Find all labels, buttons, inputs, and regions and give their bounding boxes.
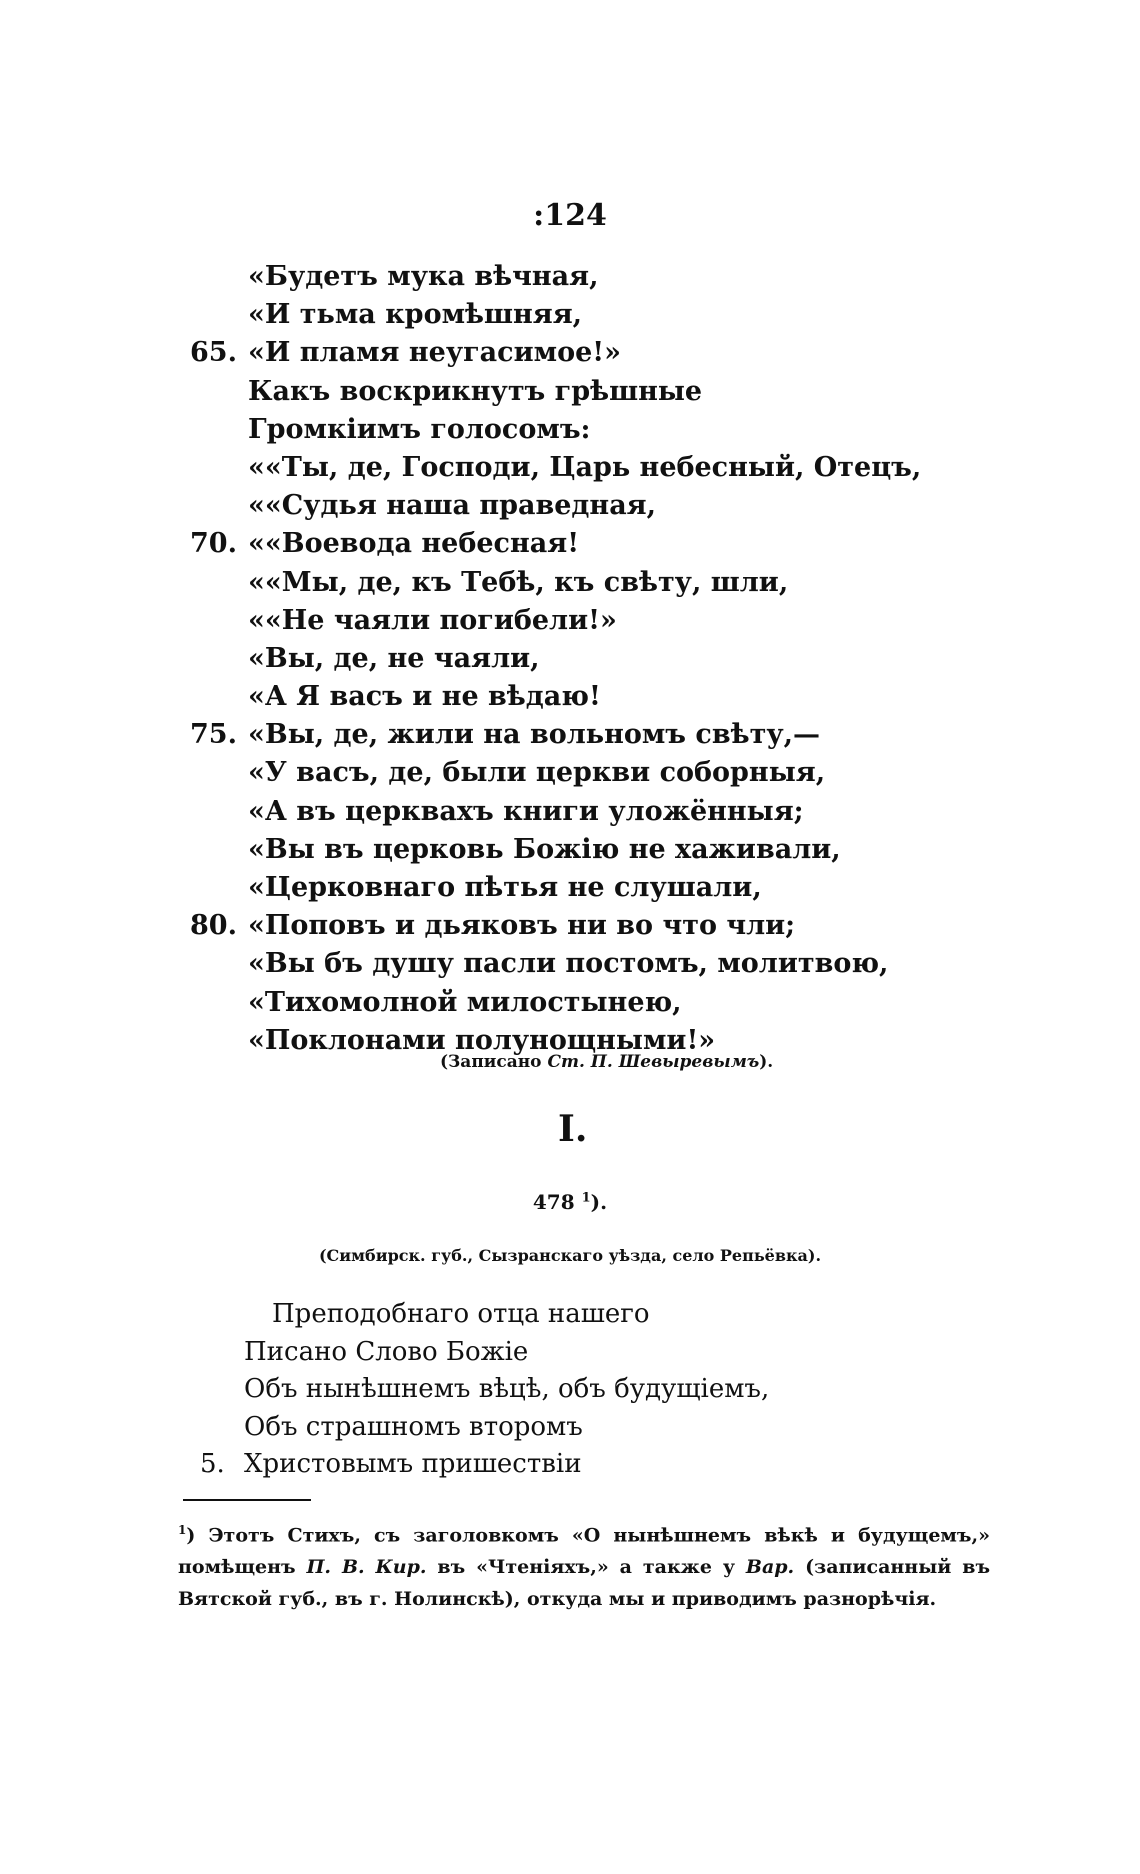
verse-line <box>190 678 1010 716</box>
poem-continuation <box>190 258 1010 1060</box>
line-number: 5. <box>200 1449 225 1479</box>
verse-line <box>190 373 1010 411</box>
verse-line <box>190 907 1010 945</box>
footnote-author-2: Вар. <box>745 1556 795 1579</box>
verse-line <box>200 1371 900 1409</box>
verse-line <box>190 869 1010 907</box>
footnote-text-3: (записанный въ Вятской губ., въ г. Нолинскѣ), откуда мы и приводимъ разнорѣчія. <box>178 1556 991 1611</box>
verse-line <box>190 640 1010 678</box>
verse-line <box>190 258 1010 296</box>
verse-line <box>190 716 1010 754</box>
verse-text: «У васъ, де, были церкви соборныя, <box>248 757 826 789</box>
verse-text: ««Судья наша праведная, <box>248 490 657 522</box>
verse-line <box>190 602 1010 640</box>
verse-text: Какъ воскрикнутъ грѣшные <box>248 375 703 407</box>
verse-text: «А въ церквахъ книги уложённыя; <box>248 795 804 827</box>
verse-line <box>190 793 1010 831</box>
footnote-reference: 1 <box>581 1190 591 1206</box>
page-number: :124 <box>533 198 607 233</box>
verse-text: «Поповъ и дьяковъ ни во что чли; <box>248 910 796 942</box>
verse-text: Писано Слово Божіе <box>244 1336 529 1367</box>
footnote-text-2: въ «Чтеніяхъ,» а также у <box>426 1556 746 1579</box>
verse-line <box>200 1409 900 1447</box>
verse-text: «Вы, де, жили на вольномъ свѣту,— <box>248 719 821 751</box>
recorder-name: Ст. П. Шевыревымъ <box>547 1052 760 1072</box>
footnote-divider <box>183 1499 311 1501</box>
verse-text: «Поклонами полунощными!» <box>248 1024 716 1056</box>
footnote-author-1: П. В. Кир. <box>306 1556 427 1579</box>
song-number-value: 478 <box>532 1190 575 1214</box>
verse-text: Объ страшномъ второмъ <box>244 1411 583 1442</box>
poem-new <box>200 1296 900 1484</box>
line-number: 70. <box>190 528 237 560</box>
verse-text: «И пламя неугасимое!» <box>248 337 621 369</box>
verse-text: Христовымъ пришествіи <box>244 1449 582 1479</box>
recorded-prefix: (Записано <box>440 1052 548 1072</box>
verse-line <box>190 487 1010 525</box>
verse-line <box>190 754 1010 792</box>
song-number <box>0 1190 1140 1214</box>
verse-line <box>190 831 1010 869</box>
song-location: (Симбирск. губ., Сызранскаго уѣзда, село Репьёвка). <box>318 1246 822 1265</box>
verse-line <box>190 945 1010 983</box>
verse-line <box>200 1446 900 1484</box>
recorded-suffix: ). <box>759 1052 774 1072</box>
verse-text: «Вы въ церковь Божію не хаживали, <box>248 833 841 865</box>
verse-text: ««Воевода небесная! <box>248 528 580 560</box>
song-number-suffix: ). <box>590 1190 608 1214</box>
verse-text: «Церковнаго пѣтья не слушали, <box>248 872 762 903</box>
verse-line <box>200 1334 900 1372</box>
verse-line <box>190 564 1010 602</box>
verse-line <box>190 449 1010 487</box>
verse-text: «И тьма кромѣшняя, <box>248 299 583 331</box>
verse-text: «Будетъ мука вѣчная, <box>248 261 599 292</box>
footnote-text-1: ) Этотъ Стихъ, съ заголовкомъ «О нынѣшнемъ вѣкѣ и будущемъ,» помѣщенъ <box>178 1524 990 1579</box>
line-number: 75. <box>190 719 237 751</box>
verse-line <box>190 525 1010 563</box>
verse-text: ««Не чаяли погибели!» <box>248 604 617 636</box>
line-number: 65. <box>190 337 237 369</box>
verse-text: Преподобнаго отца нашего <box>272 1299 650 1329</box>
verse-text: Громкіимъ голосомъ: <box>248 413 591 445</box>
verse-line <box>190 334 1010 372</box>
verse-text: Объ нынѣшнемъ вѣцѣ, объ будущіемъ, <box>244 1374 770 1404</box>
verse-line <box>190 984 1010 1022</box>
section-heading: I. <box>558 1108 588 1150</box>
verse-line <box>190 411 1010 449</box>
line-number: 80. <box>190 910 237 942</box>
footnote <box>178 1514 990 1615</box>
recorded-by-note <box>440 1052 773 1072</box>
verse-text: ««Мы, де, къ Тебѣ, къ свѣту, шли, <box>248 566 789 598</box>
footnote-mark: 1 <box>178 1523 187 1537</box>
verse-line <box>190 296 1010 334</box>
verse-text: ««Ты, де, Господи, Царь небесный, Отецъ, <box>248 451 922 483</box>
verse-line <box>200 1296 900 1334</box>
verse-text: «Вы бъ душу пасли постомъ, молитвою, <box>248 948 889 980</box>
verse-text: «Тихомолной милостынею, <box>248 986 682 1018</box>
verse-text: «Вы, де, не чаяли, <box>248 642 540 674</box>
verse-text: «А Я васъ и не вѣдаю! <box>248 681 601 713</box>
